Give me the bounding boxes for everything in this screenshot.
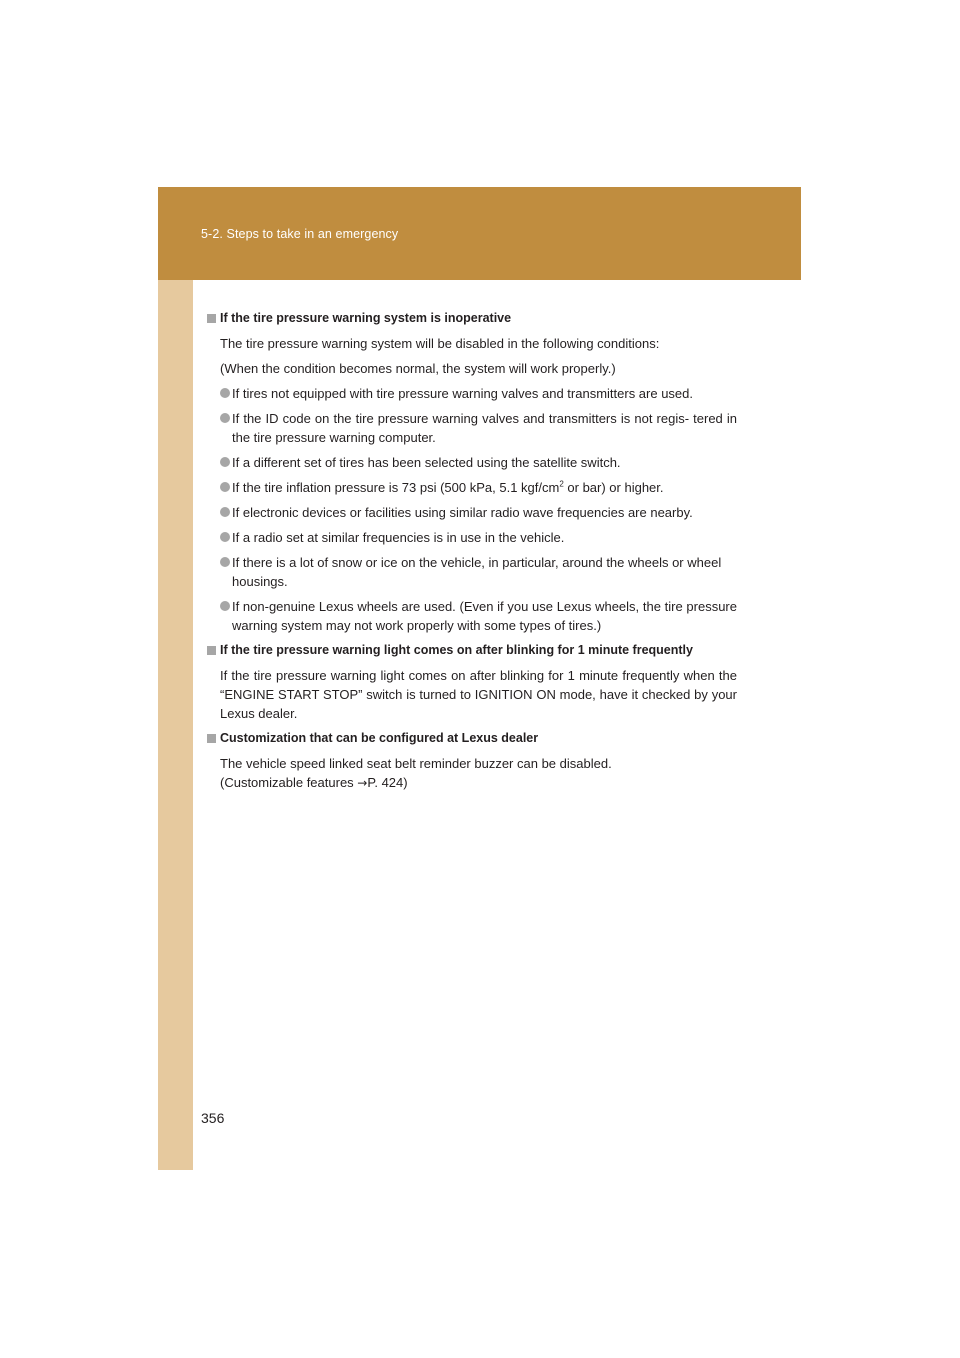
heading-customization [207,729,737,748]
list-item-text: If tires not equipped with tire pressure warning valves and transmitters are used. [232,386,694,401]
square-bullet-icon [207,314,216,323]
section-title: 5-2. Steps to take in an emergency [201,227,399,241]
heading-inoperative [207,309,737,328]
list-item [207,597,737,635]
intro-note: (When the condition becomes normal, the system will work properly.) [220,361,616,376]
list-item-text: If electronic devices or facilities using similar radio wave frequencies are nearby. [232,505,693,520]
page-number: 356 [201,1110,225,1126]
list-item [207,384,737,403]
customization-paragraph: The vehicle speed linked seat belt reminder buzzer can be disabled. [220,756,612,771]
page-reference-link[interactable]: P. 424) [367,775,408,790]
page-sidebar-strip [158,187,193,1170]
heading-blinking [207,641,737,660]
circle-bullet-icon [220,557,230,567]
list-item [207,528,737,547]
pressure-text-after: or bar) or higher. [563,480,664,495]
list-item [207,478,737,497]
list-item [207,409,737,447]
circle-bullet-icon [220,532,230,542]
heading-customization-text: Customization that can be configured at Lexus dealer [220,731,539,745]
circle-bullet-icon [220,507,230,517]
circle-bullet-icon [220,457,230,467]
list-item-text: If non-genuine Lexus wheels are used. (Even if you use Lexus wheels, the tire pressure warning system may not work properly with some types of tires.) [232,599,737,633]
list-item [207,453,737,472]
list-item [207,553,737,591]
circle-bullet-icon [220,413,230,423]
list-item-text: If a radio set at similar frequencies is in use in the vehicle. [232,530,565,545]
intro-paragraph: The tire pressure warning system will be disabled in the following conditions: [220,336,660,351]
circle-bullet-icon [220,601,230,611]
pressure-text-before: If the tire inflation pressure is 73 psi (500 kPa, 5.1 kgf/cm [232,480,560,495]
circle-bullet-icon [220,482,230,492]
reference-text: (Customizable features [220,775,358,790]
heading-blinking-text: If the tire pressure warning light comes on after blinking for 1 minute frequently [220,643,693,657]
blinking-paragraph: If the tire pressure warning light comes on after blinking for 1 minute frequently when the “ENGINE START STOP” switch is turned to IGNITION ON mode, have it checked by your Lexus dealer. [220,668,737,721]
circle-bullet-icon [220,388,230,398]
list-item [207,503,737,522]
list-item-text: If a different set of tires has been selected using the satellite switch. [232,455,621,470]
square-bullet-icon [207,734,216,743]
pressure-superscript: 2 [559,479,564,489]
page-content [207,309,737,799]
right-arrow-icon: → [357,776,368,790]
customization-reference [207,773,737,793]
list-item-text: If there is a lot of snow or ice on the vehicle, in particular, around the wheels or wheel housings. [232,555,722,589]
heading-inoperative-text: If the tire pressure warning system is inoperative [220,311,512,325]
square-bullet-icon [207,646,216,655]
list-item-text: If the ID code on the tire pressure warning valves and transmitters is not regis- tered in the tire pressure warning computer. [232,411,737,445]
